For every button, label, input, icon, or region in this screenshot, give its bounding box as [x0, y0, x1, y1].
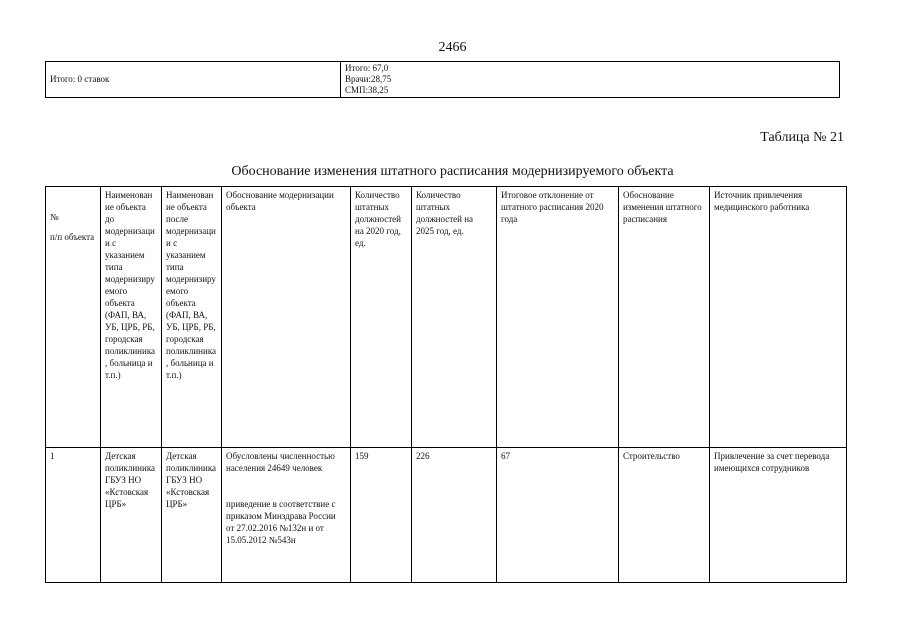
header-count-2025: Количество штатных должностей на 2025 год, ед.: [412, 187, 497, 448]
header-change-reason: Обоснование изменения штатного расписания: [619, 187, 710, 448]
row-justification: [222, 448, 351, 583]
table-title: Обоснование изменения штатного расписания модернизируемого объекта: [231, 164, 674, 179]
header-count-2020: Количество штатных должностей на 2020 год, ед.: [351, 187, 412, 448]
header-source: Источник привлечения медицинского работника: [710, 187, 847, 448]
page-number: 2466: [438, 40, 467, 55]
row-count-2025: 226: [412, 448, 497, 583]
prev-total-values: [341, 62, 840, 98]
prev-doctors-line: Врачи:28,75: [345, 74, 392, 84]
row-num: 1: [46, 448, 101, 583]
row-justification-order: приведение в соответствие с приказом Минздрава России от 27.02.2016 №132н и от 15.05.2012 №543н: [226, 499, 336, 545]
header-num-label: п/п объекта: [50, 232, 95, 242]
prev-smp-line: СМП:38,25: [345, 85, 389, 95]
staffing-table: [45, 186, 847, 583]
header-deviation: Итоговое отклонение от штатного расписания 2020 года: [497, 187, 619, 448]
row-change-reason: Строительство: [619, 448, 710, 583]
header-num-sign: №: [50, 212, 59, 222]
header-row: [46, 187, 847, 448]
prev-total-label: Итого: 0 ставок: [46, 62, 341, 98]
previous-table-fragment: [45, 61, 840, 98]
table-row: [46, 448, 847, 583]
header-justification: Обоснование модернизации объекта: [222, 187, 351, 448]
row-deviation: 67: [497, 448, 619, 583]
row-name-after: Детская поликлиника ГБУЗ НО «Кстовская ЦРБ»: [162, 448, 222, 583]
row-count-2020: 159: [351, 448, 412, 583]
header-num: [46, 187, 101, 448]
row-source: Привлечение за счет перевода имеющихся сотрудников: [710, 448, 847, 583]
prev-total-line: Итого: 67,0: [345, 63, 389, 73]
header-name-before: Наименование объекта до модернизации с указанием типа модернизируемого объекта (ФАП, ВА, УБ, ЦРБ, РБ, городская поликлиника, больница и т.п.): [101, 187, 162, 448]
row-name-before: Детская поликлиника ГБУЗ НО «Кстовская ЦРБ»: [101, 448, 162, 583]
row-justification-population: Обусловлены численностью населения 24649 человек: [226, 451, 335, 473]
header-name-after: Наименование объекта после модернизации с указанием типа модернизируемого объекта (ФАП, ВА, УБ, ЦРБ, РБ, городская поликлиника, больница и т.п.): [162, 187, 222, 448]
table-number: Таблица № 21: [760, 130, 844, 145]
